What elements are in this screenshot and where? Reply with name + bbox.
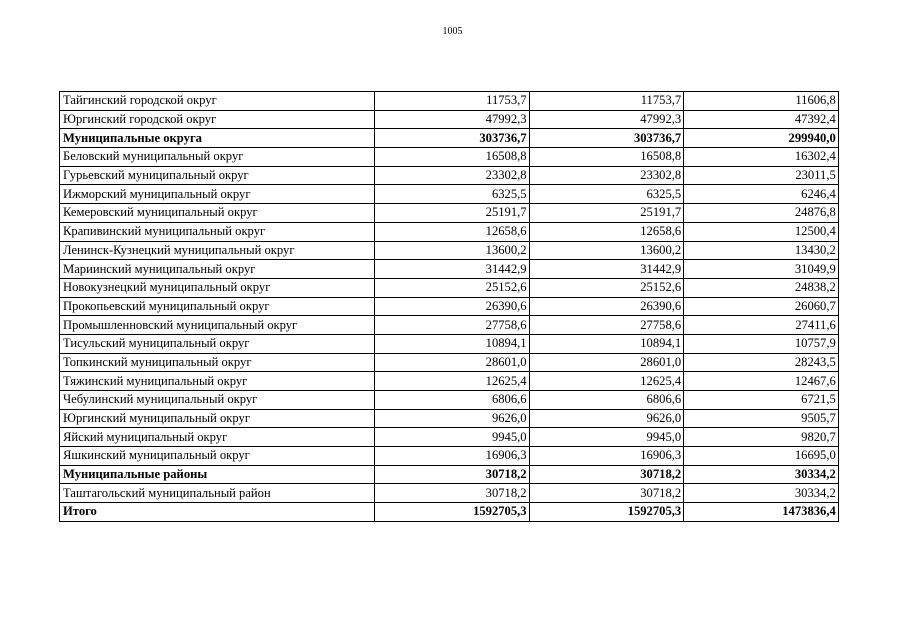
row-value-3-cell: 13430,2: [684, 241, 839, 260]
row-value-2-cell: 6806,6: [529, 391, 684, 410]
row-value-3-cell: 10757,9: [684, 334, 839, 353]
row-value-1-cell: 12658,6: [375, 222, 530, 241]
table-row: [60, 92, 839, 111]
row-value-3-cell: 26060,7: [684, 297, 839, 316]
table-row: [60, 484, 839, 503]
row-value-1-cell: 10894,1: [375, 334, 530, 353]
row-name-cell: Топкинский муниципальный округ: [60, 353, 375, 372]
row-name-cell: Муниципальные районы: [60, 465, 375, 484]
row-value-1-cell: 28601,0: [375, 353, 530, 372]
table-row: [60, 428, 839, 447]
row-value-2-cell: 9945,0: [529, 428, 684, 447]
row-value-2-cell: 6325,5: [529, 185, 684, 204]
row-name-cell: Кемеровский муниципальный округ: [60, 204, 375, 223]
row-value-3-cell: 16695,0: [684, 447, 839, 466]
row-value-1-cell: 16906,3: [375, 447, 530, 466]
row-value-3-cell: 24876,8: [684, 204, 839, 223]
row-name-cell: Тисульский муниципальный округ: [60, 334, 375, 353]
row-value-3-cell: 12467,6: [684, 372, 839, 391]
row-value-1-cell: 1592705,3: [375, 503, 530, 522]
row-value-2-cell: 16508,8: [529, 148, 684, 167]
row-value-1-cell: 25191,7: [375, 204, 530, 223]
row-name-cell: Яшкинский муниципальный округ: [60, 447, 375, 466]
row-name-cell: Беловский муниципальный округ: [60, 148, 375, 167]
row-value-2-cell: 9626,0: [529, 409, 684, 428]
row-value-2-cell: 16906,3: [529, 447, 684, 466]
row-value-1-cell: 13600,2: [375, 241, 530, 260]
row-value-2-cell: 30718,2: [529, 484, 684, 503]
row-value-1-cell: 23302,8: [375, 166, 530, 185]
row-value-2-cell: 303736,7: [529, 129, 684, 148]
row-value-3-cell: 6721,5: [684, 391, 839, 410]
row-name-cell: Юргинский муниципальный округ: [60, 409, 375, 428]
row-value-3-cell: 30334,2: [684, 465, 839, 484]
table-row: [60, 148, 839, 167]
row-value-3-cell: 16302,4: [684, 148, 839, 167]
row-value-3-cell: 1473836,4: [684, 503, 839, 522]
row-name-cell: Муниципальные округа: [60, 129, 375, 148]
table-row-subtotal: [60, 503, 839, 522]
table-row-subtotal: [60, 129, 839, 148]
row-value-2-cell: 13600,2: [529, 241, 684, 260]
table-row: [60, 260, 839, 279]
row-value-2-cell: 26390,6: [529, 297, 684, 316]
table-row: [60, 166, 839, 185]
row-name-cell: Ленинск-Кузнецкий муниципальный округ: [60, 241, 375, 260]
row-name-cell: Тяжинский муниципальный округ: [60, 372, 375, 391]
row-value-2-cell: 11753,7: [529, 92, 684, 111]
row-name-cell: Ижморский муниципальный округ: [60, 185, 375, 204]
row-value-1-cell: 27758,6: [375, 316, 530, 335]
row-value-3-cell: 9505,7: [684, 409, 839, 428]
row-value-3-cell: 11606,8: [684, 92, 839, 111]
row-value-1-cell: 12625,4: [375, 372, 530, 391]
row-value-2-cell: 27758,6: [529, 316, 684, 335]
row-name-cell: Крапивинский муниципальный округ: [60, 222, 375, 241]
row-value-2-cell: 10894,1: [529, 334, 684, 353]
table-row: [60, 222, 839, 241]
row-value-3-cell: 12500,4: [684, 222, 839, 241]
row-value-1-cell: 9626,0: [375, 409, 530, 428]
row-name-cell: Мариинский муниципальный округ: [60, 260, 375, 279]
row-value-1-cell: 11753,7: [375, 92, 530, 111]
row-value-1-cell: 6806,6: [375, 391, 530, 410]
row-name-cell: Таштагольский муниципальный район: [60, 484, 375, 503]
row-value-1-cell: 31442,9: [375, 260, 530, 279]
row-value-3-cell: 23011,5: [684, 166, 839, 185]
row-value-2-cell: 25152,6: [529, 278, 684, 297]
table-row: [60, 391, 839, 410]
row-value-2-cell: 25191,7: [529, 204, 684, 223]
table-row: [60, 241, 839, 260]
row-name-cell: Итого: [60, 503, 375, 522]
row-name-cell: Яйский муниципальный округ: [60, 428, 375, 447]
row-value-3-cell: 27411,6: [684, 316, 839, 335]
table-row: [60, 409, 839, 428]
row-name-cell: Чебулинский муниципальный округ: [60, 391, 375, 410]
table-row: [60, 297, 839, 316]
table-row: [60, 334, 839, 353]
row-value-1-cell: 9945,0: [375, 428, 530, 447]
row-value-2-cell: 28601,0: [529, 353, 684, 372]
row-value-2-cell: 30718,2: [529, 465, 684, 484]
row-value-2-cell: 31442,9: [529, 260, 684, 279]
row-name-cell: Тайгинский городской округ: [60, 92, 375, 111]
row-value-1-cell: 16508,8: [375, 148, 530, 167]
table-row: [60, 353, 839, 372]
row-value-1-cell: 26390,6: [375, 297, 530, 316]
row-name-cell: Гурьевский муниципальный округ: [60, 166, 375, 185]
row-value-2-cell: 23302,8: [529, 166, 684, 185]
row-value-3-cell: 31049,9: [684, 260, 839, 279]
table-row: [60, 447, 839, 466]
table-row: [60, 372, 839, 391]
row-value-2-cell: 12625,4: [529, 372, 684, 391]
row-name-cell: Прокопьевский муниципальный округ: [60, 297, 375, 316]
row-value-1-cell: 303736,7: [375, 129, 530, 148]
table-row: [60, 185, 839, 204]
table-row: [60, 110, 839, 129]
row-value-3-cell: 9820,7: [684, 428, 839, 447]
row-value-1-cell: 6325,5: [375, 185, 530, 204]
row-value-3-cell: 299940,0: [684, 129, 839, 148]
row-value-2-cell: 12658,6: [529, 222, 684, 241]
row-value-3-cell: 30334,2: [684, 484, 839, 503]
row-name-cell: Юргинский городской округ: [60, 110, 375, 129]
row-value-3-cell: 47392,4: [684, 110, 839, 129]
table-row: [60, 278, 839, 297]
row-value-2-cell: 47992,3: [529, 110, 684, 129]
row-name-cell: Новокузнецкий муниципальный округ: [60, 278, 375, 297]
table-row: [60, 204, 839, 223]
row-value-1-cell: 30718,2: [375, 484, 530, 503]
row-value-2-cell: 1592705,3: [529, 503, 684, 522]
row-value-3-cell: 28243,5: [684, 353, 839, 372]
row-value-3-cell: 6246,4: [684, 185, 839, 204]
table-row-subtotal: [60, 465, 839, 484]
row-value-1-cell: 25152,6: [375, 278, 530, 297]
row-name-cell: Промышленновский муниципальный округ: [60, 316, 375, 335]
page-number: 1005: [442, 26, 463, 37]
table-row: [60, 316, 839, 335]
row-value-1-cell: 47992,3: [375, 110, 530, 129]
table-body: [60, 92, 839, 522]
row-value-3-cell: 24838,2: [684, 278, 839, 297]
row-value-1-cell: 30718,2: [375, 465, 530, 484]
budget-table: [59, 91, 839, 522]
